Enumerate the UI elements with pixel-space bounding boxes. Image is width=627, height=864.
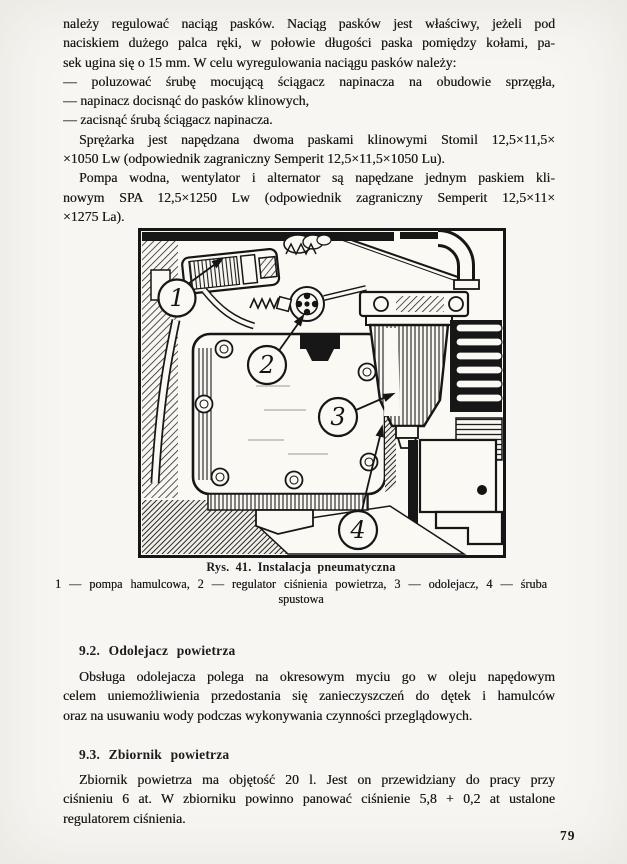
section-heading-9-2: 9.2. Odolejacz powietrza [79,643,236,658]
figure-caption [55,560,547,607]
paragraph-line: regulatorem ciśnienia. [63,810,186,826]
figure-legend-line: 1 — pompa hamulcowa, 2 — regulator ciśnienia powietrza, 3 — odolejacz, 4 — śruba [55,577,547,591]
paragraph-line: ×1275 La). [63,208,125,224]
paragraph-line: nowym SPA 12,5×1250 Lw (odpowiednik zagraniczny Semperit 12,5×11× [63,189,555,205]
bullet-item: — zacisnąć śrubą ściągacz napinacza. [63,112,273,128]
paragraph-line: sek ugina się o 15 mm. W celu wyregulowania naciągu pasków należy: [63,54,457,70]
figure-legend-line: spustowa [278,592,324,606]
paragraph-line: Sprężarka jest napędzana dwoma paskami klinowymi Stomil 12,5×11,5× [79,131,555,147]
paragraph-line: oraz na usuwaniu wody podczas wykonywania czynności przeglądowych. [63,707,473,723]
section-9-3-paragraph [63,770,555,828]
callout-number: 2 [259,351,275,379]
body-text-block [63,14,555,226]
paragraph-line: ciśnieniu 6 at. W zbiorniku powinno panować ciśnienie 5,8 + 0,2 at ustalone [63,791,555,807]
page-number: 79 [560,828,576,843]
section-heading-9-3: 9.3. Zbiornik powietrza [79,747,230,762]
paragraph-line: należy regulować naciąg pasków. Naciąg pasków jest właściwy, jeżeli pod [63,16,555,31]
bullet-item: — poluzować śrubę mocującą ściągacz napinacza na obudowie sprzęgła, [63,73,555,89]
callout-number: 1 [169,284,185,312]
section-9-2-paragraph [63,667,555,725]
paragraph-line: Zbiornik powietrza ma objętość 20 l. Jest on przewidziany do pracy przy [79,772,555,787]
bullet-item: — napinacz docisnąć do pasków klinowych, [63,93,309,109]
paragraph-line: Obsługa odolejacza polega na okresowym myciu go w oleju napędowym [79,669,555,684]
paragraph-line: naciskiem dużego palca ręki, w połowie długości paska pomiędzy kołami, pa- [63,35,555,51]
figure-callout-1 [159,280,196,317]
figure-callout-3 [319,398,357,436]
paragraph-line: Pompa wodna, wentylator i alternator są napędzane jednym paskiem kli- [79,170,555,186]
figure-callout-2 [248,346,286,384]
paragraph-line: ×1050 Lw (odpowiednik zagraniczny Semperit 12,5×11,5×1050 Lu). [63,151,445,167]
engine-illustration [138,228,506,558]
figure-caption-title: Rys. 41. Instalacja pneumatyczna [206,560,396,574]
figure-rys-41 [138,228,506,558]
callout-number: 4 [350,516,366,544]
paragraph-line: celem uniemożliwienia przedostania się zanieczyszczeń do dętek i hamulców [63,688,555,704]
callout-number: 3 [330,403,346,431]
figure-callout-4 [339,511,377,549]
